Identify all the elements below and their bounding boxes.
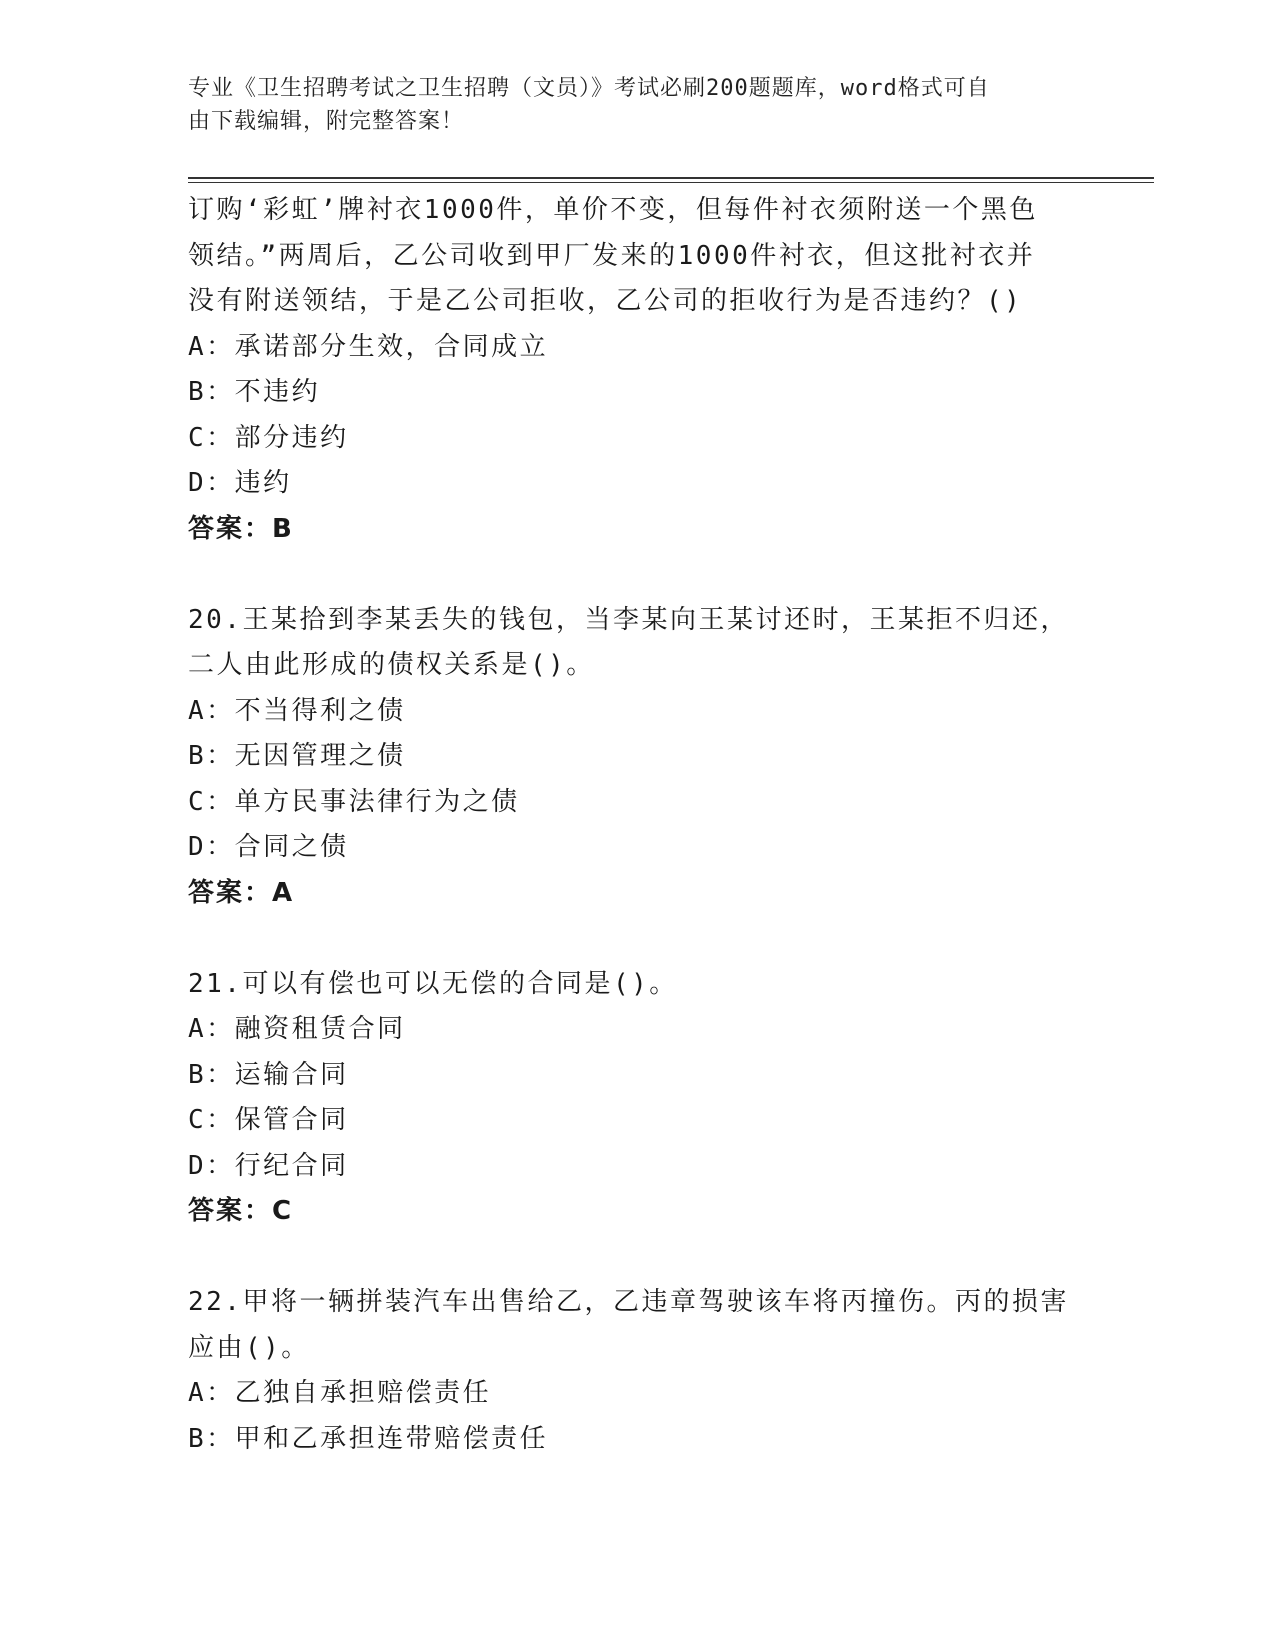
- option-c: C：部分违约: [188, 422, 349, 453]
- header-line-1: 专业《卫生招聘考试之卫生招聘（文员）》考试必刷200题题库，word格式可自: [188, 76, 990, 101]
- option-a: A：乙独自承担赔偿责任: [188, 1378, 492, 1408]
- option-c: C：保管合同: [188, 1105, 349, 1135]
- header-rule-thick: [188, 177, 1154, 179]
- question-19: [188, 188, 1088, 552]
- question-22: [188, 1280, 1088, 1462]
- answer-label: 答案：B: [188, 513, 294, 544]
- option-a: A：不当得利之债: [188, 695, 406, 726]
- question-20: [188, 598, 1088, 917]
- question-stem-line: 订购‘彩虹’牌衬衣1000件，单价不变，但每件衬衣须附送一个黑色: [188, 195, 1038, 225]
- option-d: D：合同之债: [188, 832, 349, 862]
- option-b: B：不违约: [188, 377, 321, 407]
- question-stem-line: 22.甲将一辆拼装汽车出售给乙，乙违章驾驶该车将丙撞伤。丙的损害: [188, 1287, 1069, 1317]
- spacer: [188, 916, 1088, 962]
- question-21: [188, 962, 1088, 1235]
- spacer: [188, 552, 1088, 598]
- header-rule-thin: [188, 182, 1154, 183]
- question-stem-line: 领结。”两周后，乙公司收到甲厂发来的1000件衬衣，但这批衬衣并: [188, 240, 1036, 271]
- document-header: [188, 72, 1068, 138]
- answer-label: 答案：C: [188, 1196, 294, 1226]
- header-line-2: 由下载编辑，附完整答案！: [188, 109, 465, 134]
- option-b: B：运输合同: [188, 1059, 349, 1090]
- question-stem-line: 二人由此形成的债权关系是()。: [188, 650, 595, 680]
- option-a: A：融资租赁合同: [188, 1014, 406, 1044]
- question-stem-line: 没有附送领结，于是乙公司拒收，乙公司的拒收行为是否违约？(): [188, 286, 1023, 316]
- question-stem-line: 21.可以有偿也可以无偿的合同是()。: [188, 968, 678, 999]
- question-stem-line: 20.王某拾到李某丢失的钱包，当李某向王某讨还时，王某拒不归还，: [188, 604, 1069, 635]
- option-a: A：承诺部分生效，合同成立: [188, 331, 549, 362]
- option-c: C：单方民事法律行为之债: [188, 786, 520, 817]
- question-stem-line: 应由()。: [188, 1332, 310, 1363]
- option-b: B：无因管理之债: [188, 741, 406, 771]
- question-list: [188, 188, 1088, 1462]
- spacer: [188, 1235, 1088, 1281]
- answer-label: 答案：A: [188, 877, 295, 908]
- option-d: D：行纪合同: [188, 1150, 349, 1181]
- option-d: D：违约: [188, 468, 292, 498]
- option-b: B：甲和乙承担连带赔偿责任: [188, 1423, 549, 1454]
